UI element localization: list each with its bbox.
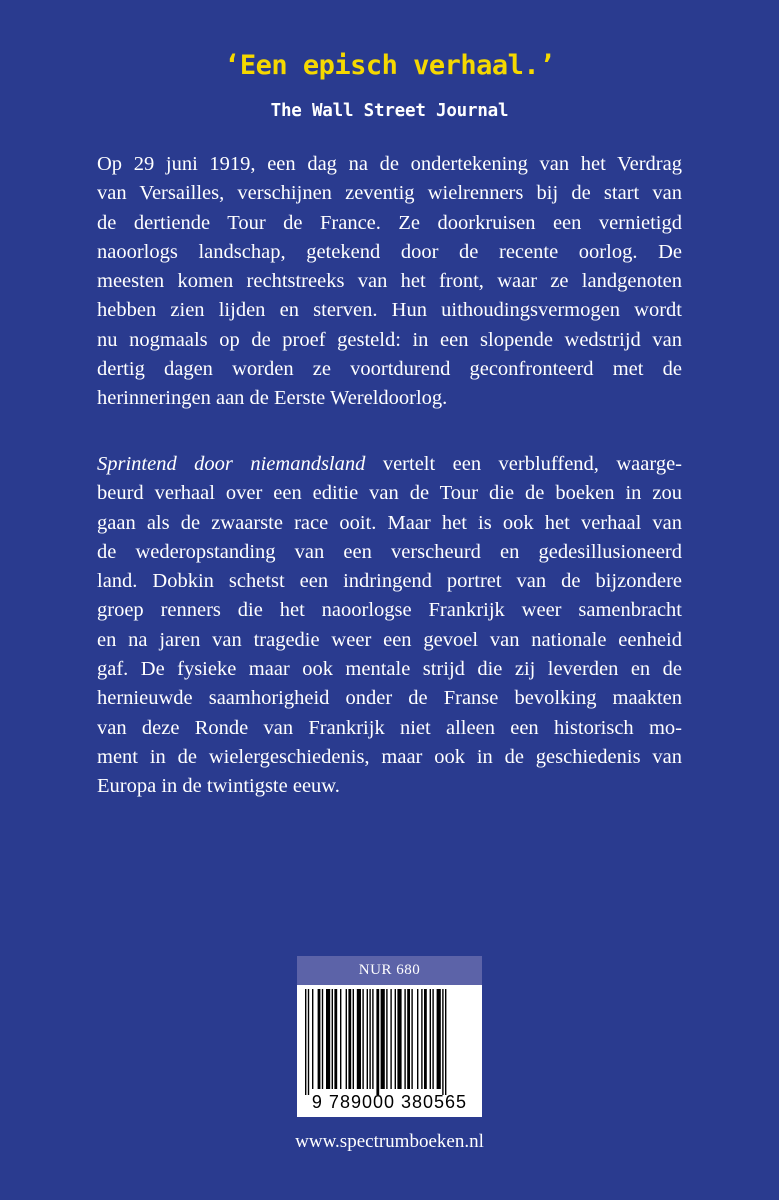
paragraph-line: gaan als de zwaarste race ooit. Maar het is ook het verhaal van	[97, 511, 682, 534]
nur-label: NUR 680	[297, 956, 482, 985]
barcode-bar	[372, 989, 373, 1089]
barcode-box	[297, 956, 482, 1117]
paragraph-line: beurd verhaal over een editie van de Tour die de boeken in zou	[97, 482, 682, 505]
barcode-bar	[430, 989, 431, 1089]
paragraph-line: van deze Ronde van Frankrijk niet alleen een historisch mo-	[97, 716, 682, 739]
paragraph-line: en na jaren van tragedie weer een gevoel van nationale eenheid	[97, 628, 682, 651]
paragraph-first-line	[97, 450, 682, 479]
paragraph-line: groep renners die het naoorlogse Frankrijk weer samenbracht	[97, 599, 682, 622]
barcode-bar	[369, 989, 370, 1089]
barcode-bar	[322, 989, 323, 1089]
barcode-bar	[437, 989, 441, 1089]
paragraph-line: gaf. De fysieke maar ook mentale strijd die zij leverden en de	[97, 658, 682, 681]
barcode-bar	[308, 989, 309, 1095]
barcode-bar	[432, 989, 433, 1089]
paragraph-line: herinneringen aan de Eerste Wereldoorlog.	[97, 387, 448, 410]
barcode-bar	[346, 989, 347, 1089]
barcode-bar	[340, 989, 341, 1089]
paragraph-line: Europa in de twintigste eeuw.	[97, 775, 340, 798]
barcode-bar	[367, 989, 368, 1089]
barcode-bar	[353, 989, 354, 1089]
paragraph-line: land. Dobkin schetst een indringend portret van de bijzondere	[97, 570, 682, 593]
barcode-bar	[362, 989, 363, 1089]
paragraph-line: hebben zien lijden en sterven. Hun uithoudingsvermogen wordt	[97, 299, 682, 322]
paragraph-line: de wederopstanding van een verscheurd en gedesillusioneerd	[97, 540, 682, 563]
quote-source: The Wall Street Journal	[270, 101, 509, 121]
barcode-bar	[326, 989, 330, 1089]
barcode-bar	[376, 989, 379, 1095]
publisher-website: www.spectrumboeken.nl	[295, 1131, 484, 1152]
barcode-bar	[312, 989, 313, 1089]
barcode-icon	[297, 985, 482, 1095]
paragraph-line: meesten komen rechtstreeks van het front, waar ze landgenoten	[97, 270, 682, 293]
barcode-bar	[395, 989, 396, 1089]
barcode-bar	[305, 989, 306, 1095]
barcode-bar	[318, 989, 321, 1089]
paragraph-line: Op 29 juni 1919, een dag na de ondertekening van het Verdrag	[97, 153, 682, 175]
barcode-bar	[442, 989, 443, 1095]
barcode-bar	[417, 989, 418, 1089]
barcode-bar	[357, 989, 361, 1089]
paragraph-line: naoorlogs landschap, getekend door de recente oorlog. De	[97, 240, 682, 263]
barcode-bar	[397, 989, 401, 1089]
isbn-number: 9 789000 380565	[311, 1092, 468, 1112]
barcode-bar	[411, 989, 412, 1089]
paragraph-line: dertig dagen worden ze voortdurend geconfronteerd met de	[97, 358, 682, 381]
paragraph-line: nu nogmaals op de proef gesteld: in een slopende wedstrijd van	[97, 328, 682, 351]
barcode-bar	[332, 989, 333, 1089]
barcode-bar	[348, 989, 351, 1089]
description-paragraph-1	[97, 150, 682, 414]
paragraph-line: ment in de wielergeschiedenis, maar ook in de geschiedenis van	[97, 745, 682, 768]
review-quote: ‘Een episch verhaal.’	[224, 50, 555, 81]
book-title: Sprintend door niemandsland	[97, 453, 366, 475]
paragraph-line: de dertiende Tour de France. Ze doorkruisen een vernietigd	[97, 211, 682, 234]
barcode-bar	[445, 989, 446, 1095]
barcode-bar	[404, 989, 405, 1089]
description-paragraph-2	[97, 450, 682, 802]
barcode-bar	[390, 989, 391, 1089]
paragraph-line: hernieuwde saamhorigheid onder de Franse bevolking maakten	[97, 687, 682, 710]
paragraph-line-rest: vertelt een verbluffend, waarge-	[365, 453, 682, 475]
barcode-bar	[386, 989, 387, 1089]
paragraph-line: van Versailles, verschijnen zeventig wielrenners bij de start van	[97, 182, 682, 205]
barcode-bar	[421, 989, 422, 1089]
barcode-bar	[407, 989, 410, 1089]
barcode-bar	[381, 989, 385, 1089]
barcode-bar	[424, 989, 427, 1089]
barcode-bar	[334, 989, 337, 1089]
